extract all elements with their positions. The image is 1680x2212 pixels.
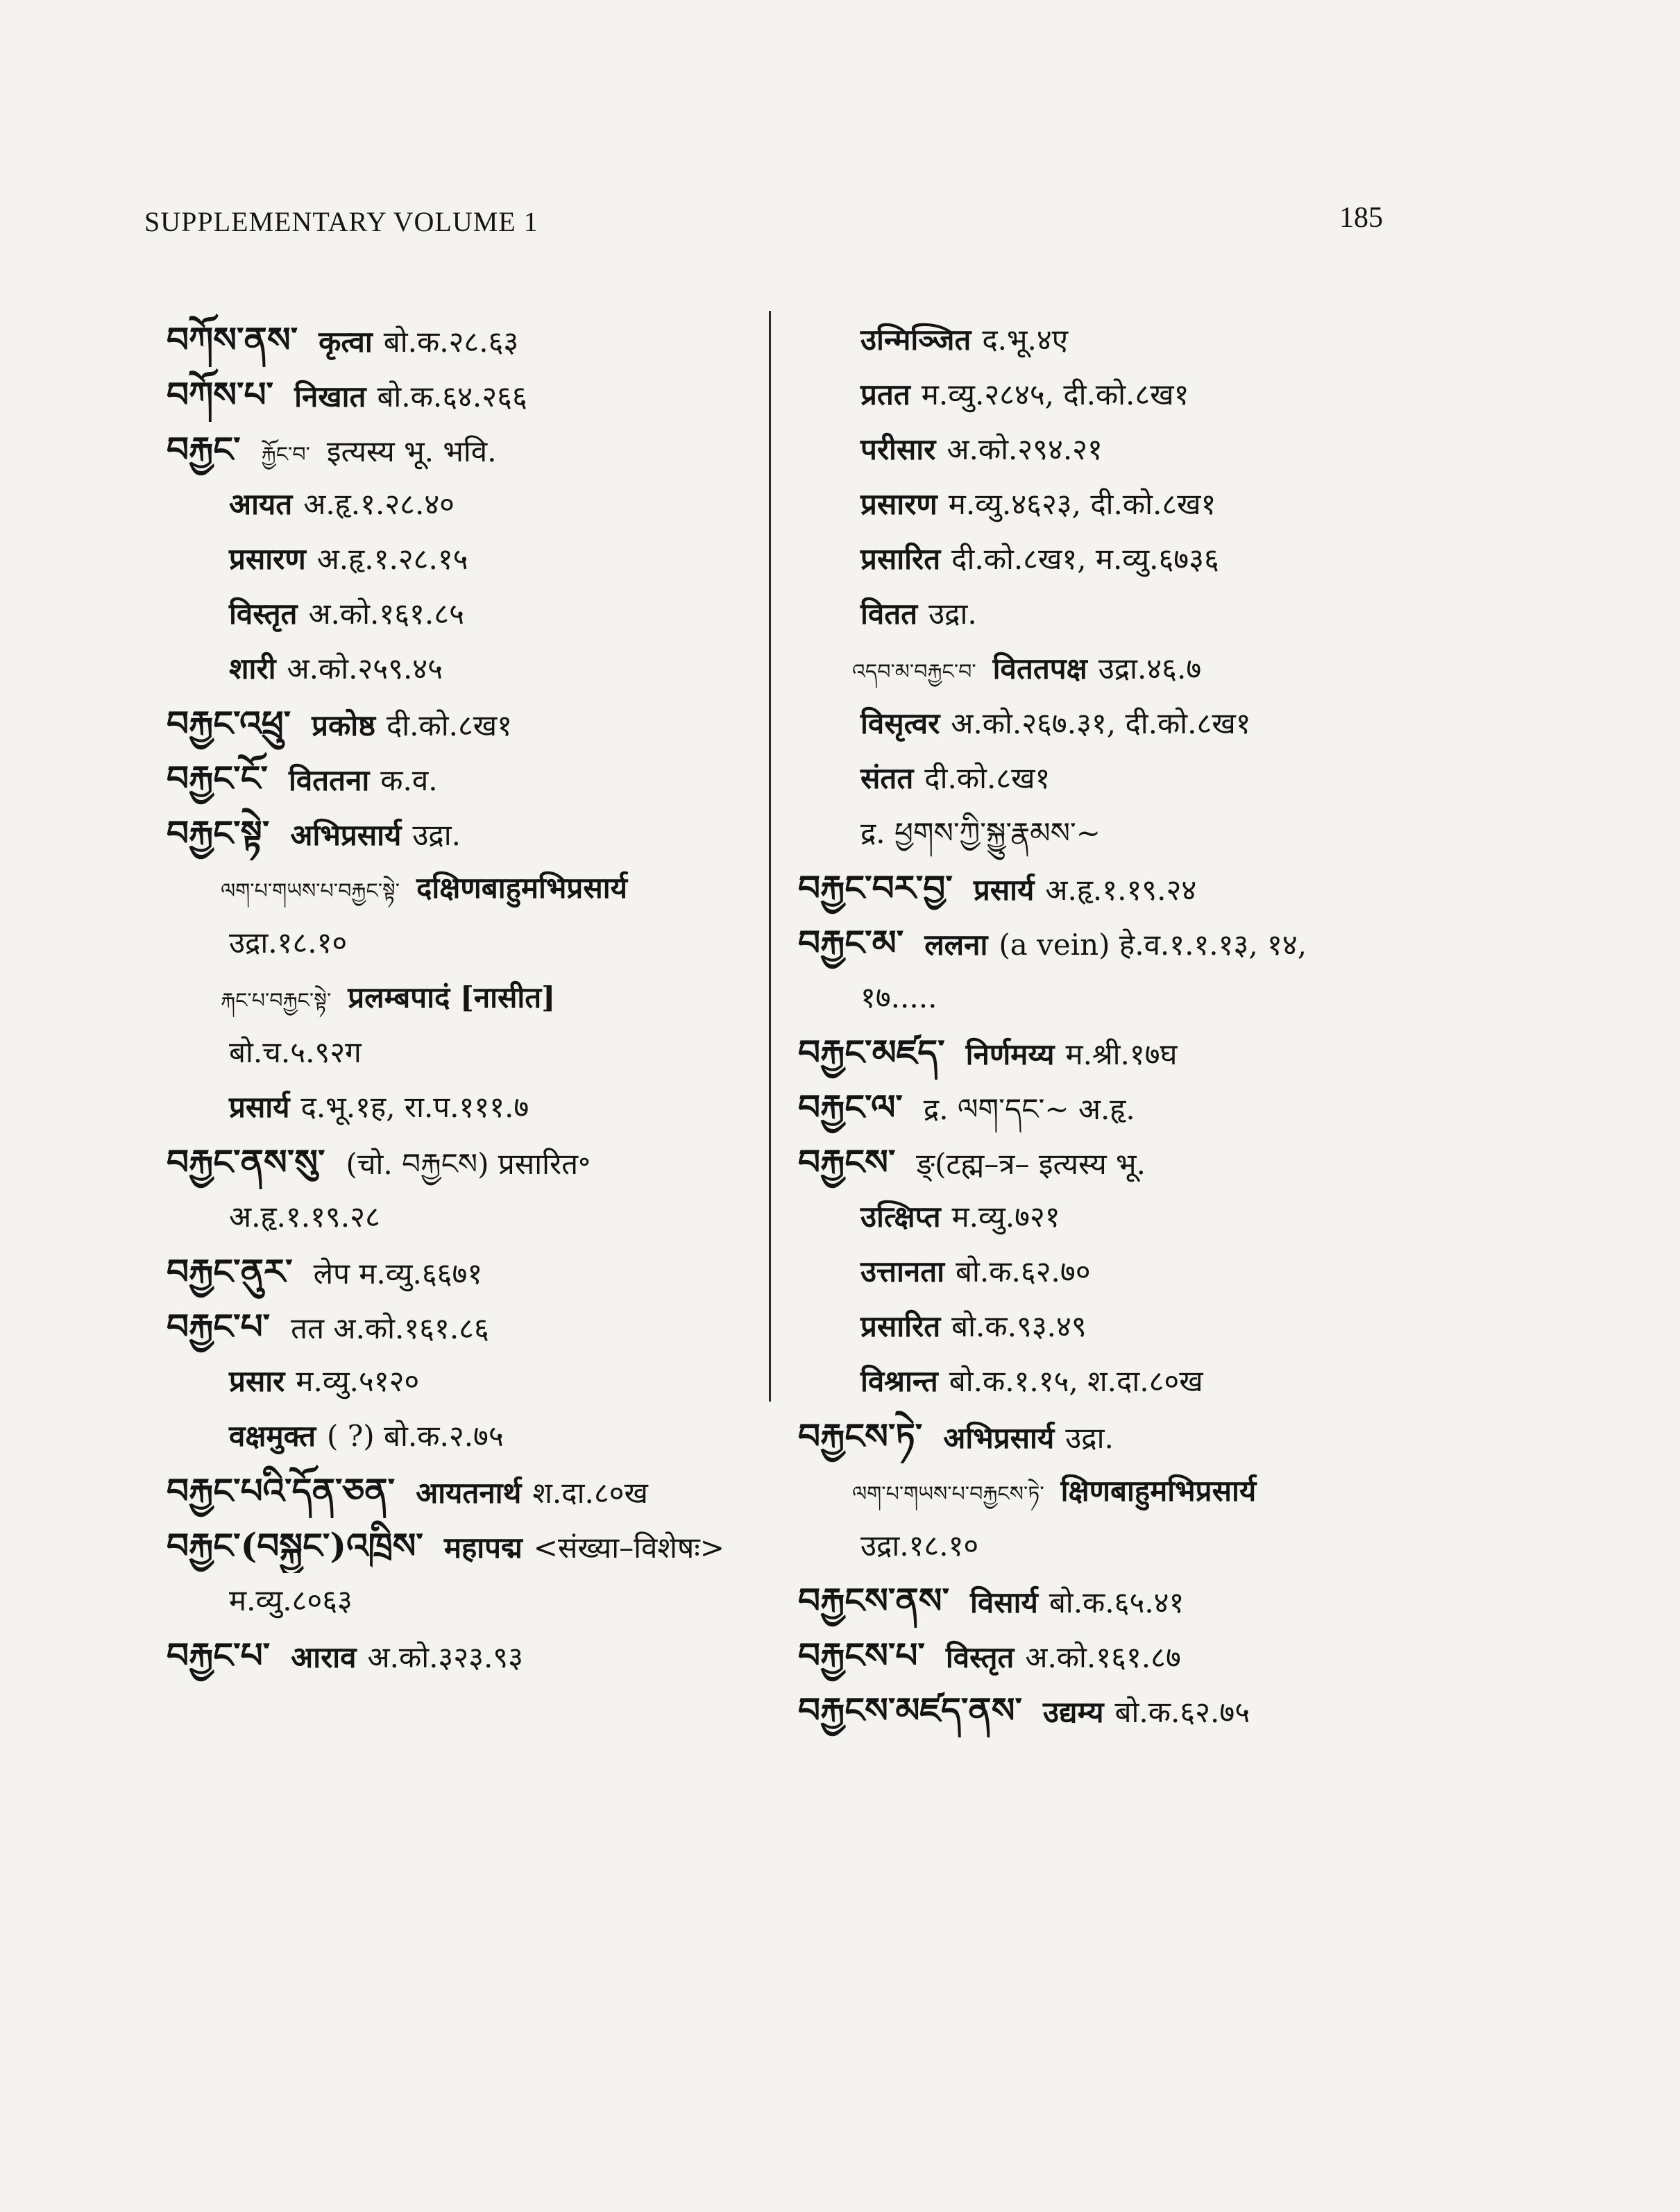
page-number: 185 <box>1339 202 1383 234</box>
source-reference: लेप म.व्यु.६६७१ <box>313 1257 483 1291</box>
sanskrit-equivalent: अभिप्रसार्य <box>943 1421 1055 1455</box>
entry-subline <box>798 751 1388 806</box>
tibetan-headword: བརྐྱངས་པ་ <box>798 1635 925 1676</box>
entry-subline <box>798 641 1388 696</box>
sanskrit-equivalent: प्रलम्बपादं [नासीत] <box>348 980 556 1014</box>
source-reference: अ.को.२५९.४५ <box>287 652 443 686</box>
dictionary-entry <box>167 367 756 422</box>
tibetan-headword: བརྐྱང་ལ་ <box>798 1087 903 1128</box>
right-column <box>798 312 1388 1737</box>
source-reference: उद्रा. <box>928 597 977 631</box>
tibetan-headword: བརྐྱང་ནས་སུ་ <box>167 1141 325 1182</box>
sanskrit-equivalent: प्रसार्य <box>973 873 1035 907</box>
sanskrit-equivalent: आयत <box>229 487 293 521</box>
source-reference: ङ्(टह्म–त्र– इत्यस्य भू. <box>916 1147 1146 1181</box>
sanskrit-equivalent: उत्तानता <box>860 1254 945 1288</box>
entry-subline <box>167 1080 756 1134</box>
tibetan-headword: བརྐྱང་མ་ <box>798 922 904 963</box>
source-reference: बो.क.६२.७५ <box>1114 1695 1250 1729</box>
dictionary-entry <box>167 422 756 477</box>
source-reference: अ.को.२९४.२१ <box>947 432 1103 466</box>
sanskrit-equivalent: विस्तृत <box>229 597 298 631</box>
source-reference: बो.क.२८.६३ <box>383 325 519 359</box>
tibetan-headword: བརྐྱང་པ་ <box>167 1635 271 1676</box>
source-reference: म.व्यु.८०६३ <box>229 1583 353 1617</box>
dictionary-entry <box>798 1025 1388 1080</box>
sanskrit-equivalent: दक्षिणबाहुमभिप्रसार्य <box>416 871 627 905</box>
dictionary-entry <box>798 860 1388 915</box>
entry-subline <box>798 422 1388 477</box>
entry-subline <box>798 1518 1388 1573</box>
dictionary-entry <box>798 1409 1388 1463</box>
tibetan-phrase: འདབ་མ་བརྐྱང་བ་ <box>852 660 976 684</box>
entry-subline <box>798 586 1388 641</box>
tibetan-phrase: ལག་པ་གཡས་པ་བརྐྱང་སྟེ་ <box>221 879 400 903</box>
entry-subline <box>798 1189 1388 1244</box>
entry-subline <box>167 641 756 696</box>
source-reference: बो.क.६५.४१ <box>1049 1585 1185 1619</box>
entry-subline <box>167 970 756 1025</box>
tibetan-headword: བཀོས་པ་ <box>167 374 274 415</box>
source-reference: अ.को.१६१.८७ <box>1025 1640 1181 1674</box>
tibetan-headword: བརྐྱང་པའི་དོན་ཅན་ <box>167 1470 396 1511</box>
source-reference: म.व्यु.७२१ <box>951 1200 1060 1234</box>
source-reference: द्र. ལག་དང་~ अ.हृ. <box>923 1092 1135 1126</box>
source-reference: (a vein) हे.व.१.१.१३, १४, <box>999 928 1307 962</box>
dictionary-entry <box>167 1134 756 1189</box>
sanskrit-equivalent: वक्षमुक्त <box>229 1419 316 1453</box>
left-column <box>167 312 756 1683</box>
entry-subline <box>167 1189 756 1244</box>
source-reference: अ.को.१६१.८५ <box>308 597 464 631</box>
dictionary-entry <box>167 1518 756 1573</box>
source-reference: बो.च.५.९२ग <box>229 1035 362 1069</box>
column-divider <box>769 311 771 1402</box>
dictionary-entry <box>798 1683 1388 1737</box>
entry-subline <box>167 1025 756 1080</box>
sanskrit-equivalent: आयतनार्थ <box>416 1476 522 1510</box>
sanskrit-equivalent: संतत <box>860 761 914 795</box>
dictionary-entry <box>798 915 1388 970</box>
dictionary-entry <box>167 1628 756 1683</box>
dictionary-entry <box>798 1134 1388 1189</box>
source-reference: इत्यस्य भू. भवि. <box>326 434 497 468</box>
sanskrit-equivalent: विश्रान्त <box>860 1364 938 1398</box>
source-reference: बो.क.६४.२६६ <box>377 380 527 414</box>
source-reference: दी.को.८ख१, म.व्यु.६७३६ <box>951 542 1219 576</box>
sanskrit-equivalent: वितत <box>860 597 918 631</box>
tibetan-headword: བརྐྱང་(བསྐྱང་)འཁྲིས་ <box>167 1525 423 1566</box>
source-reference: उद्रा.१८.१० <box>229 926 348 960</box>
source-reference: (चो. བརྐྱངས) प्रसारित॰ <box>346 1147 591 1181</box>
tibetan-headword: བརྐྱང་བར་བྱ་ <box>798 867 953 908</box>
tibetan-headword: བཀོས་ནས་ <box>167 319 298 360</box>
sanskrit-equivalent: प्रतत <box>860 377 910 411</box>
source-reference: म.व्यु.४६२३, दी.को.८ख१ <box>948 487 1216 521</box>
sanskrit-equivalent: विसृत्वर <box>860 706 940 740</box>
entry-subline <box>798 1354 1388 1409</box>
entry-subline <box>798 477 1388 531</box>
source-reference: द.भू.१ह, रा.प.१११.७ <box>300 1090 529 1124</box>
sanskrit-equivalent: प्रसारित <box>860 542 941 576</box>
sanskrit-equivalent: निखात <box>294 380 366 414</box>
sanskrit-equivalent: प्रसारण <box>229 542 306 576</box>
sanskrit-equivalent: अभिप्रसार्य <box>290 818 402 852</box>
dictionary-entry <box>798 1573 1388 1628</box>
source-reference: म.व्यु.५१२० <box>296 1364 420 1398</box>
source-reference: अ.हृ.१.१९.२८ <box>229 1200 380 1234</box>
source-reference: बो.क.६२.७० <box>956 1254 1091 1288</box>
sanskrit-equivalent: विस्तृत <box>945 1640 1015 1674</box>
entry-subline <box>167 1354 756 1409</box>
tibetan-headword: བརྐྱང་པ་ <box>167 1306 271 1347</box>
dictionary-entry <box>167 1299 756 1354</box>
sanskrit-equivalent: ललना <box>924 928 988 962</box>
entry-subline <box>798 367 1388 422</box>
source-reference: दी.को.८ख१ <box>386 708 512 742</box>
tibetan-phrase: རྐྱོང་བ་ <box>261 443 310 467</box>
entry-subline <box>167 860 756 915</box>
source-reference: क.व. <box>380 763 438 797</box>
sanskrit-equivalent: प्रसारण <box>860 487 937 521</box>
sanskrit-equivalent: विततना <box>288 763 370 797</box>
source-reference: द.भू.४ए <box>982 323 1068 357</box>
tibetan-headword: བརྐྱང་ངོ་ <box>167 758 268 799</box>
entry-subline <box>167 477 756 531</box>
sanskrit-equivalent: प्रकोष्ठ <box>312 708 375 742</box>
source-reference: अ.हृ.१.२८.१५ <box>316 542 468 576</box>
tibetan-phrase: ལག་པ་གཡས་པ་བརྐྱངས་ཏེ་ <box>852 1482 1044 1506</box>
source-reference: द्र. ཕྱགས་ཀྱི་སྐྱུ་རྣམས་~ <box>860 816 1101 850</box>
source-reference: बो.क.९३.४९ <box>951 1309 1087 1343</box>
entry-subline <box>798 1244 1388 1299</box>
dictionary-entry <box>167 312 756 367</box>
dictionary-entry <box>798 1080 1388 1134</box>
sanskrit-equivalent: महापद्म <box>443 1531 523 1565</box>
sanskrit-equivalent: विततपक्ष <box>992 652 1087 686</box>
sanskrit-equivalent: प्रसार्य <box>229 1090 290 1124</box>
sanskrit-equivalent: क्षिणबाहुमभिप्रसार्य <box>1060 1474 1257 1508</box>
sanskrit-equivalent: विसार्य <box>969 1585 1038 1619</box>
sanskrit-equivalent: प्रसार <box>229 1364 285 1398</box>
entry-subline <box>798 696 1388 751</box>
entry-subline <box>167 1409 756 1463</box>
entry-subline <box>798 806 1388 860</box>
entry-subline <box>167 1573 756 1628</box>
dictionary-entry <box>167 751 756 806</box>
tibetan-headword: བརྐྱངས་ནས་ <box>798 1580 949 1621</box>
tibetan-headword: བརྐྱང་སྟེ་ <box>167 813 270 853</box>
entry-subline <box>798 970 1388 1025</box>
dictionary-entry <box>798 1628 1388 1683</box>
sanskrit-equivalent: परीसार <box>860 432 936 466</box>
sanskrit-equivalent: आराव <box>291 1640 357 1674</box>
dictionary-entry <box>167 1244 756 1299</box>
tibetan-headword: བརྐྱང་ནུར་ <box>167 1251 293 1292</box>
entry-subline <box>167 531 756 586</box>
tibetan-phrase: རྐང་པ་བརྐྱང་སྟེ་ <box>221 989 332 1013</box>
entry-subline <box>798 312 1388 367</box>
source-reference: उद्रा. <box>1065 1421 1114 1455</box>
source-reference: उद्रा.१८.१० <box>860 1529 979 1563</box>
source-reference: उद्रा. <box>412 818 461 852</box>
sanskrit-equivalent: निर्णमय्य <box>965 1037 1055 1071</box>
source-reference: अ.को.३२३.९३ <box>367 1640 523 1674</box>
source-reference: श.दा.८०ख <box>532 1476 648 1510</box>
tibetan-headword: བརྐྱངས་ཏེ་ <box>798 1415 923 1456</box>
sanskrit-equivalent: कृत्वा <box>319 325 373 359</box>
entry-subline <box>167 915 756 970</box>
sanskrit-equivalent: उत्क्षिप्त <box>860 1200 941 1234</box>
dictionary-entry <box>167 1463 756 1518</box>
running-head: SUPPLEMENTARY VOLUME 1 <box>144 206 538 237</box>
dictionary-entry <box>167 806 756 860</box>
source-reference: म.श्री.१७घ <box>1065 1037 1178 1071</box>
source-reference: उद्रा.४६.७ <box>1098 652 1202 686</box>
source-reference: बो.क.१.१५, श.दा.८०ख <box>949 1364 1203 1398</box>
source-reference: <संख्या–विशेषः> <box>533 1531 724 1565</box>
sanskrit-equivalent: शारी <box>229 652 276 686</box>
source-reference: अ.हृ.१.१९.२४ <box>1045 873 1197 907</box>
tibetan-headword: བརྐྱངས་ <box>798 1141 896 1182</box>
tibetan-headword: བརྐྱངས་མཛད་ནས་ <box>798 1690 1022 1730</box>
entry-subline <box>798 531 1388 586</box>
source-reference: अ.को.२६७.३१, दी.को.८ख१ <box>951 706 1251 740</box>
source-reference: तत अ.को.१६१.८६ <box>291 1311 489 1345</box>
tibetan-headword: བརྐྱང་འཕྲུ་ <box>167 703 291 744</box>
source-reference: ( ?) बो.क.२.७५ <box>327 1419 504 1453</box>
source-reference: अ.हृ.१.२८.४० <box>303 487 455 521</box>
entry-subline <box>167 586 756 641</box>
dictionary-entry <box>167 696 756 751</box>
source-reference: म.व्यु.२८४५, दी.को.८ख१ <box>921 377 1189 411</box>
entry-subline <box>798 1463 1388 1518</box>
entry-subline <box>798 1299 1388 1354</box>
sanskrit-equivalent: उद्यम्य <box>1043 1695 1104 1729</box>
source-reference: दी.को.८ख१ <box>924 761 1051 795</box>
sanskrit-equivalent: उन्मिञ्जित <box>860 323 971 357</box>
tibetan-headword: བརྐྱང་ <box>167 429 241 470</box>
source-reference: १७..... <box>860 980 937 1014</box>
sanskrit-equivalent: प्रसारित <box>860 1309 941 1343</box>
tibetan-headword: བརྐྱང་མཛད་ <box>798 1032 945 1073</box>
